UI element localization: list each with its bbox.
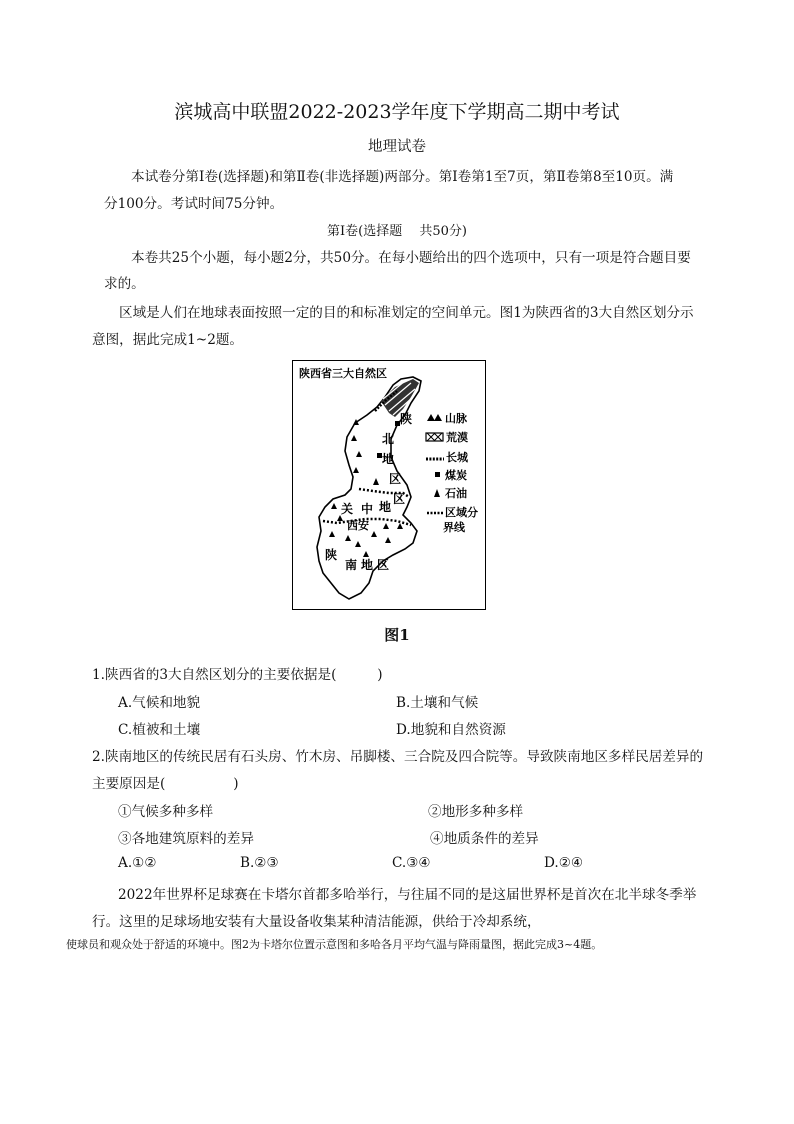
passage2-line-2: 行。这里的足球场地安装有大量设备收集某种清洁能源，供给于冷却系统， — [92, 914, 541, 930]
q1-stem: 1.陕西省的3大自然区划分的主要依据是( ) — [92, 667, 383, 683]
q1-option-b: B.土壤和气候 — [396, 695, 479, 711]
q2-option-c: C.③④ — [392, 855, 431, 871]
q2-option-a: A.①② — [118, 855, 157, 871]
passage1-line-1: 区域是人们在地球表面按照一定的目的和标准划定的空间单元。图1为陕西省的3大自然区划分示 — [119, 305, 694, 321]
exam-title: 滨城高中联盟2022-2023学年度下学期高二期中考试 — [174, 101, 620, 123]
passage2-line-1: 2022年世界杯足球赛在卡塔尔首都多哈举行，与往届不同的是这届世界杯是首次在北半球冬季举 — [118, 887, 697, 903]
guanzhong-char-1: 关 — [341, 502, 354, 516]
exam-subject: 地理试卷 — [368, 139, 426, 155]
intro-line-1: 本试卷分第Ⅰ卷(选择题)和第Ⅱ卷(非选择题)两部分。第Ⅰ卷第1至7页，第Ⅱ卷第8至10页。满 — [131, 169, 674, 185]
legend-label-coal: 煤炭 — [445, 469, 467, 482]
q2-stem-1: 2.陕南地区的传统民居有石头房、竹木房、吊脚楼、三合院及四合院等。导致陕南地区多样民居差异的 — [92, 749, 704, 765]
figure-caption: 图1 — [384, 626, 410, 644]
q2-statement-2: ②地形多种多样 — [428, 804, 524, 820]
south-char-4: 区 — [377, 558, 390, 572]
xian-label: 西安 — [347, 519, 369, 532]
north-char-4: 区 — [389, 472, 402, 486]
q2-statement-4: ④地质条件的差异 — [430, 831, 539, 847]
oil-icon — [434, 489, 440, 497]
q2-stem-2: 主要原因是( ) — [92, 776, 239, 792]
oil-mark — [373, 478, 379, 485]
q1-option-c: C.植被和土壤 — [118, 722, 201, 738]
q2-option-b: B.②③ — [240, 855, 279, 871]
coal-icon — [435, 472, 440, 477]
north-char-1: 陕 — [400, 412, 413, 426]
guanzhong-char-3: 地 — [379, 500, 392, 514]
legend-label-boundary-2: 界线 — [443, 521, 465, 534]
map-svg — [293, 361, 484, 608]
passage2-line-3: 使球员和观众处于舒适的环境中。图2为卡塔尔位置示意图和多哈各月平均气温与降雨量图，据此完成3~4题。 — [66, 938, 603, 951]
legend-label-desert: 荒漠 — [446, 431, 468, 444]
south-char-3: 地 — [361, 558, 374, 572]
legend-label-mountain: 山脉 — [445, 412, 467, 425]
q1-option-d: D.地貌和自然资源 — [396, 722, 506, 738]
q1-option-a: A.气候和地貌 — [118, 695, 201, 711]
map-title: 陕西省三大自然区 — [299, 367, 387, 380]
north-char-3: 地 — [382, 452, 395, 466]
map-legend — [426, 411, 478, 534]
section-desc-1: 本卷共25个小题，每小题2分，共50分。在每小题给出的四个选项中，只有一项是符合题目要 — [131, 250, 691, 266]
south-char-1: 陕 — [325, 548, 338, 562]
q2-option-d: D.②④ — [544, 855, 584, 871]
guanzhong-char-4: 区 — [393, 492, 406, 506]
q2-statement-1: ①气候多种多样 — [118, 804, 214, 820]
guanzhong-char-2: 中 — [361, 502, 374, 516]
shaanxi-region-map — [292, 360, 486, 610]
legend-label-boundary-1: 区域分 — [445, 506, 478, 519]
legend-label-wall: 长城 — [446, 451, 468, 464]
legend-label-oil: 石油 — [445, 487, 467, 500]
north-char-2: 北 — [382, 432, 395, 446]
section-heading: 第Ⅰ卷(选择题 共50分) — [327, 224, 467, 239]
passage1-line-2: 意图，据此完成1~2题。 — [92, 332, 244, 348]
mountain-icon — [427, 414, 442, 421]
south-char-2: 南 — [345, 558, 358, 572]
section-desc-2: 求的。 — [104, 276, 145, 292]
intro-line-2: 分100分。考试时间75分钟。 — [104, 196, 284, 212]
q2-statement-3: ③各地建筑原料的差异 — [118, 831, 254, 847]
